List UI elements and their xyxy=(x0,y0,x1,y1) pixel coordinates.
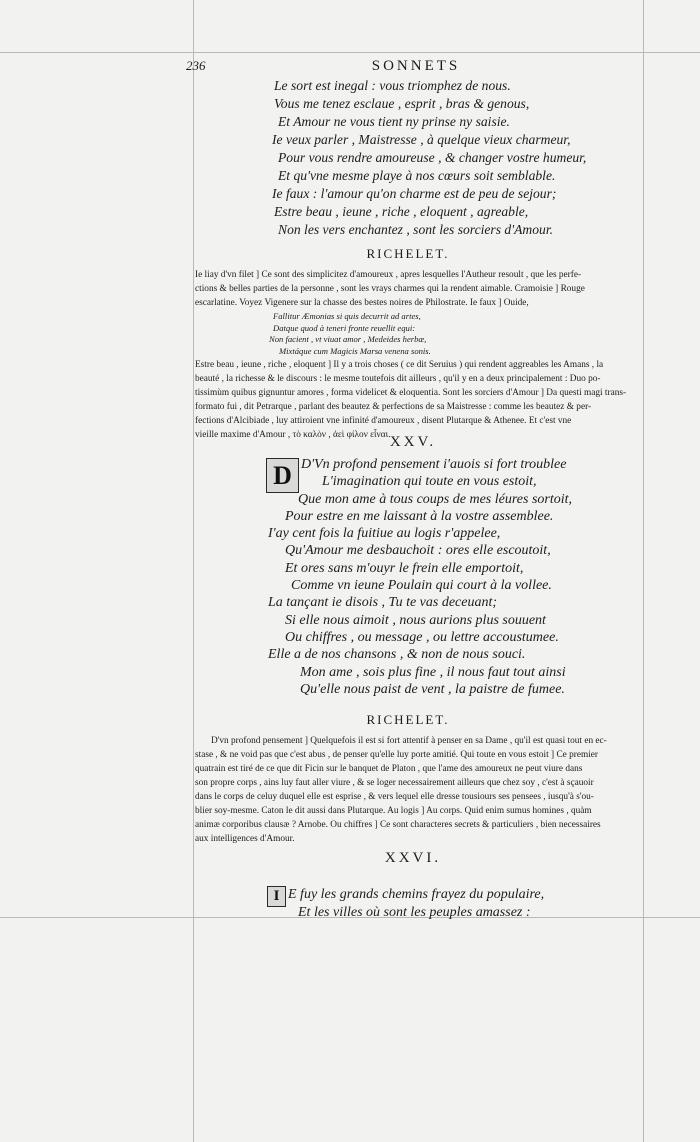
frame-rule-top xyxy=(0,52,700,53)
verse-line: Qu'elle nous paist de vent , la paistre de fumee. xyxy=(300,681,565,697)
verse-line: Pour vous rendre amoureuse , & changer vostre humeur, xyxy=(278,150,587,165)
quote-line: Datque quod à teneri fronte reuellit equi: xyxy=(273,322,416,333)
verse-line: Qu'Amour me desbauchoit : ores elle escoutoit, xyxy=(285,543,551,559)
frame-rule-right xyxy=(643,0,644,1142)
commentary-xxv xyxy=(195,734,651,846)
sonnet-xxiv-end xyxy=(274,77,586,239)
quote-line: Fallitur Æmonias si quis decurrit ad artes, xyxy=(273,311,421,321)
sonnet-number: XXVI. xyxy=(384,850,442,866)
running-title: SONNETS xyxy=(371,58,461,74)
commentary-line: Estre beau , ieune , riche , eloquent ] Il y a trois choses ( ce dit Seruius ) qui rendent aggreables les Amans , la xyxy=(195,360,604,370)
verse-line: Ie veux parler , Maistresse , à quelque vieux charmeur, xyxy=(272,132,571,147)
commentary-line: escarlatine. Voyez Vigenere sur la chasse des bestes noires de Philostrate. Ie faux ] Ouide, xyxy=(195,298,529,308)
commentary-line: son propre corps , ains luy faut aller viure , & se loger necessairement ailleurs que chez soy , c'est à sçauoir xyxy=(195,778,594,788)
commentary-line: tissimùm quibus gignuntur amores , forma videlicet & eloquentia. Sont les sorciers d'Amour ] Da questi magi trans- xyxy=(195,388,627,398)
verse-line: Vous me tenez esclaue , esprit , bras & genous, xyxy=(274,96,530,111)
verse-line: Si elle nous aimoit , nous aurions plus souuent xyxy=(285,612,546,628)
verse-line: Que mon ame à tous coups de mes léures sortoit, xyxy=(298,491,573,507)
verse-line: L'imagination qui toute en vous estoit, xyxy=(322,474,537,490)
commentary-line: dans le corps de celuy duquel elle est esprise , & vers lequel elle dresse tousiours ses pensees , iusqu'à s'ou- xyxy=(195,792,594,802)
verse-line: Le sort est inegal : vous triomphez de nous. xyxy=(274,78,511,93)
verse-line: Elle a de nos chansons , & non de nous souci. xyxy=(268,647,526,663)
verse-line: Mon ame , sois plus fine , il nous faut tout ainsi xyxy=(300,664,566,680)
ovid-quotation xyxy=(195,311,651,357)
sonnet-number: XXV. xyxy=(389,434,437,450)
verse-line: Pour estre en me laissant à la vostre assemblee. xyxy=(285,508,554,524)
verse-line: Et qu'vne mesme playe à nos cœurs soit semblable. xyxy=(278,168,556,183)
verse-line: Comme vn ieune Poulain qui court à la vollee. xyxy=(291,578,552,594)
commentary-heading: RICHELET. xyxy=(366,246,450,261)
frame-rule-left xyxy=(193,0,194,1142)
commentary-line: vieille maxime d'Amour , τὸ καλὸν , ἀεὶ φίλον εἶναι. xyxy=(195,430,391,440)
commentary-line: stase , & ne void pas que c'est abus , de penser qu'elle luy porte amitié. Qui toute en vous estoit ] Ce premier xyxy=(195,750,599,760)
verse-line: Estre beau , ieune , riche , eloquent , agreable, xyxy=(274,204,529,219)
dropcap-i: I xyxy=(267,886,286,907)
verse-line: Non les vers enchantez , sont les sorciers d'Amour. xyxy=(278,222,554,237)
verse-line: E fuy les grands chemins frayez du populaire, xyxy=(288,887,545,902)
commentary-line: D'vn profond pensement ] Quelquefois il est si fort attentif à penser en sa Dame , qu'il est quasi tout en ec- xyxy=(211,736,607,746)
commentary-line: fections d'Alcibiade , luy attiroient vne infinité d'amoureux , disent Plutarque & Athenee. Et c'est vne xyxy=(195,416,572,426)
commentary-line: beauté , la richesse & le discours : le mesme toutefois dit ailleurs , qu'il y en a deux principalement : Duo po- xyxy=(195,374,601,384)
sonnet-xxvi-start xyxy=(288,886,544,921)
verse-line: Ou chiffres , ou message , ou lettre accoustumee. xyxy=(285,629,559,645)
verse-line: D'Vn profond pensement i'auois si fort troublee xyxy=(301,457,567,472)
verse-line: Et les villes où sont les peuples amassez : xyxy=(298,904,531,920)
verse-line: Ie faux : l'amour qu'on charme est de peu de sejour; xyxy=(272,186,557,201)
commentary-line: quatrain est tiré de ce que dit Ficin sur le banquet de Platon , que l'ame des amoureux ne peut viure dans xyxy=(195,764,583,774)
commentary-line: Ie liay d'vn filet ] Ce sont des simplicitez d'amoureux , apres lesquelles l'Autheur resoult , que les perfe- xyxy=(195,270,582,280)
commentary-line: blier soy-mesme. Caton le dit aussi dans Plutarque. Au logis ] Au corps. Quid enim sumus homines , quàm xyxy=(195,806,592,816)
commentary-line: ctions & belles parties de la personne , sont les vrays charmes qui la rendent aimable. Cramoisie ] Rouge xyxy=(195,284,585,294)
commentary-xxiv xyxy=(195,268,651,442)
verse-line: La tançant ie disois , Tu te vas deceuant; xyxy=(268,595,498,611)
page-header xyxy=(186,58,646,76)
verse-line: Et Amour ne vous tient ny prinse ny saisie. xyxy=(278,114,510,129)
quote-line: Mixtáque cum Magicis Marsa venena sonis. xyxy=(279,345,431,356)
commentary-line: aux intelligences d'Amour. xyxy=(195,834,295,844)
verse-line: Et ores sans m'ouyr le frein elle emportoit, xyxy=(285,560,524,576)
sonnet-xxv xyxy=(268,456,572,698)
commentary-line: formato fui , dit Petrarque , parlant des beautez & perfections de sa Maistresse : comme les beautez & per- xyxy=(195,402,592,412)
page-number: 236 xyxy=(186,58,206,73)
commentary-heading: RICHELET. xyxy=(366,712,450,727)
quote-line: Non facient , vt viuat amor , Medeides herbæ, xyxy=(269,334,427,344)
dropcap-d: D xyxy=(266,458,299,493)
commentary-line: animæ corporibus clausæ ? Arnobe. Ou chiffres ] Ce sont characteres secrets & particuliers , bien necessaires xyxy=(195,820,601,830)
verse-line: I'ay cent fois la fuitiue au logis r'appelee, xyxy=(268,526,501,542)
